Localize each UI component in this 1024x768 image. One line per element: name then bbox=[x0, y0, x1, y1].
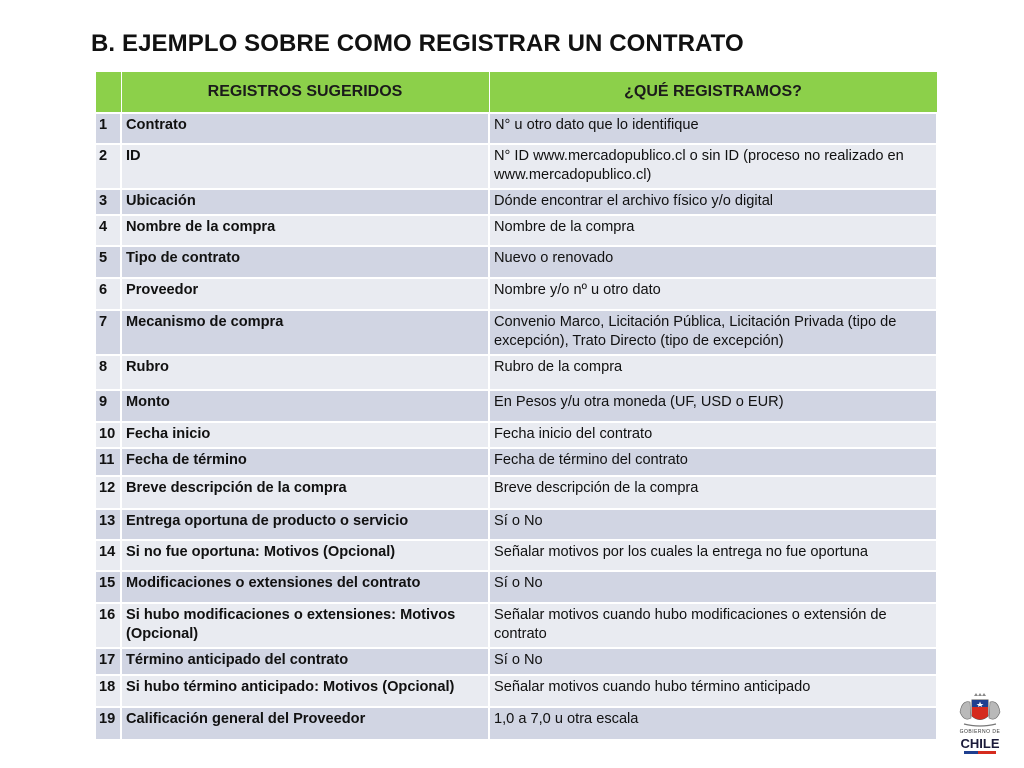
row-description: Dónde encontrar el archivo físico y/o digital bbox=[489, 189, 937, 215]
row-number: 9 bbox=[95, 390, 121, 422]
row-description: Convenio Marco, Licitación Pública, Licitación Privada (tipo de excepción), Trato Directo (tipo de excepción) bbox=[489, 310, 937, 355]
row-number: 13 bbox=[95, 509, 121, 540]
row-number: 10 bbox=[95, 422, 121, 448]
row-field: Si no fue oportuna: Motivos (Opcional) bbox=[121, 540, 489, 571]
table-row bbox=[95, 707, 937, 740]
row-number: 19 bbox=[95, 707, 121, 740]
row-description: En Pesos y/u otra moneda (UF, USD o EUR) bbox=[489, 390, 937, 422]
row-field: Rubro bbox=[121, 355, 489, 390]
row-number: 11 bbox=[95, 448, 121, 476]
row-number: 16 bbox=[95, 603, 121, 648]
row-number: 15 bbox=[95, 571, 121, 603]
table-row bbox=[95, 540, 937, 571]
row-description: Nuevo o renovado bbox=[489, 246, 937, 278]
table-row bbox=[95, 144, 937, 189]
table-row bbox=[95, 675, 937, 707]
table-row bbox=[95, 310, 937, 355]
row-field: Modificaciones o extensiones del contrato bbox=[121, 571, 489, 603]
row-description: Señalar motivos por los cuales la entrega no fue oportuna bbox=[489, 540, 937, 571]
table-row bbox=[95, 509, 937, 540]
row-number: 2 bbox=[95, 144, 121, 189]
row-description: Rubro de la compra bbox=[489, 355, 937, 390]
row-description: Fecha de término del contrato bbox=[489, 448, 937, 476]
table-row bbox=[95, 603, 937, 648]
row-number: 5 bbox=[95, 246, 121, 278]
page-title: B. EJEMPLO SOBRE COMO REGISTRAR UN CONTRATO bbox=[91, 30, 744, 57]
row-field: Contrato bbox=[121, 113, 489, 144]
header-number bbox=[95, 72, 121, 114]
row-number: 12 bbox=[95, 476, 121, 509]
row-number: 17 bbox=[95, 648, 121, 675]
row-field: Nombre de la compra bbox=[121, 215, 489, 246]
row-number: 14 bbox=[95, 540, 121, 571]
row-number: 6 bbox=[95, 278, 121, 310]
row-description: Señalar motivos cuando hubo modificaciones o extensión de contrato bbox=[489, 603, 937, 648]
row-number: 3 bbox=[95, 189, 121, 215]
table-row bbox=[95, 476, 937, 509]
row-description: Fecha inicio del contrato bbox=[489, 422, 937, 448]
row-number: 1 bbox=[95, 113, 121, 144]
table-row bbox=[95, 422, 937, 448]
row-number: 4 bbox=[95, 215, 121, 246]
registros-table bbox=[94, 71, 938, 741]
row-field: Monto bbox=[121, 390, 489, 422]
row-field: Término anticipado del contrato bbox=[121, 648, 489, 675]
row-field: Entrega oportuna de producto o servicio bbox=[121, 509, 489, 540]
row-description: Nombre y/o nº u otro dato bbox=[489, 278, 937, 310]
table-row bbox=[95, 189, 937, 215]
table-row bbox=[95, 571, 937, 603]
flag-bars bbox=[964, 751, 996, 754]
header-registros-sugeridos: REGISTROS SUGERIDOS bbox=[121, 72, 489, 114]
row-field: Tipo de contrato bbox=[121, 246, 489, 278]
row-number: 18 bbox=[95, 675, 121, 707]
logo-line2: CHILE bbox=[960, 736, 1000, 751]
row-number: 7 bbox=[95, 310, 121, 355]
table-row bbox=[95, 448, 937, 476]
row-field: Calificación general del Proveedor bbox=[121, 707, 489, 740]
table-row bbox=[95, 246, 937, 278]
row-description: Nombre de la compra bbox=[489, 215, 937, 246]
table-row bbox=[95, 113, 937, 144]
row-description: N° ID www.mercadopublico.cl o sin ID (proceso no realizado en www.mercadopublico.cl) bbox=[489, 144, 937, 189]
logo-line1: GOBIERNO DE bbox=[959, 729, 1001, 735]
row-number: 8 bbox=[95, 355, 121, 390]
row-description: Señalar motivos cuando hubo término anticipado bbox=[489, 675, 937, 707]
row-field: Proveedor bbox=[121, 278, 489, 310]
coat-of-arms-icon bbox=[954, 692, 1006, 730]
table-row bbox=[95, 355, 937, 390]
row-description: 1,0 a 7,0 u otra escala bbox=[489, 707, 937, 740]
table-header-row bbox=[95, 72, 937, 114]
row-description: Sí o No bbox=[489, 571, 937, 603]
row-field: Si hubo modificaciones o extensiones: Motivos (Opcional) bbox=[121, 603, 489, 648]
row-field: Ubicación bbox=[121, 189, 489, 215]
table-row bbox=[95, 648, 937, 675]
header-que-registramos: ¿QUÉ REGISTRAMOS? bbox=[489, 72, 937, 114]
row-field: Breve descripción de la compra bbox=[121, 476, 489, 509]
gobierno-de-chile-logo bbox=[954, 692, 1006, 758]
row-description: N° u otro dato que lo identifique bbox=[489, 113, 937, 144]
row-description: Sí o No bbox=[489, 509, 937, 540]
row-description: Breve descripción de la compra bbox=[489, 476, 937, 509]
row-field: Fecha inicio bbox=[121, 422, 489, 448]
row-field: Mecanismo de compra bbox=[121, 310, 489, 355]
table-row bbox=[95, 390, 937, 422]
row-field: Si hubo término anticipado: Motivos (Opcional) bbox=[121, 675, 489, 707]
table-row bbox=[95, 215, 937, 246]
row-description: Sí o No bbox=[489, 648, 937, 675]
row-field: Fecha de término bbox=[121, 448, 489, 476]
table-row bbox=[95, 278, 937, 310]
row-field: ID bbox=[121, 144, 489, 189]
